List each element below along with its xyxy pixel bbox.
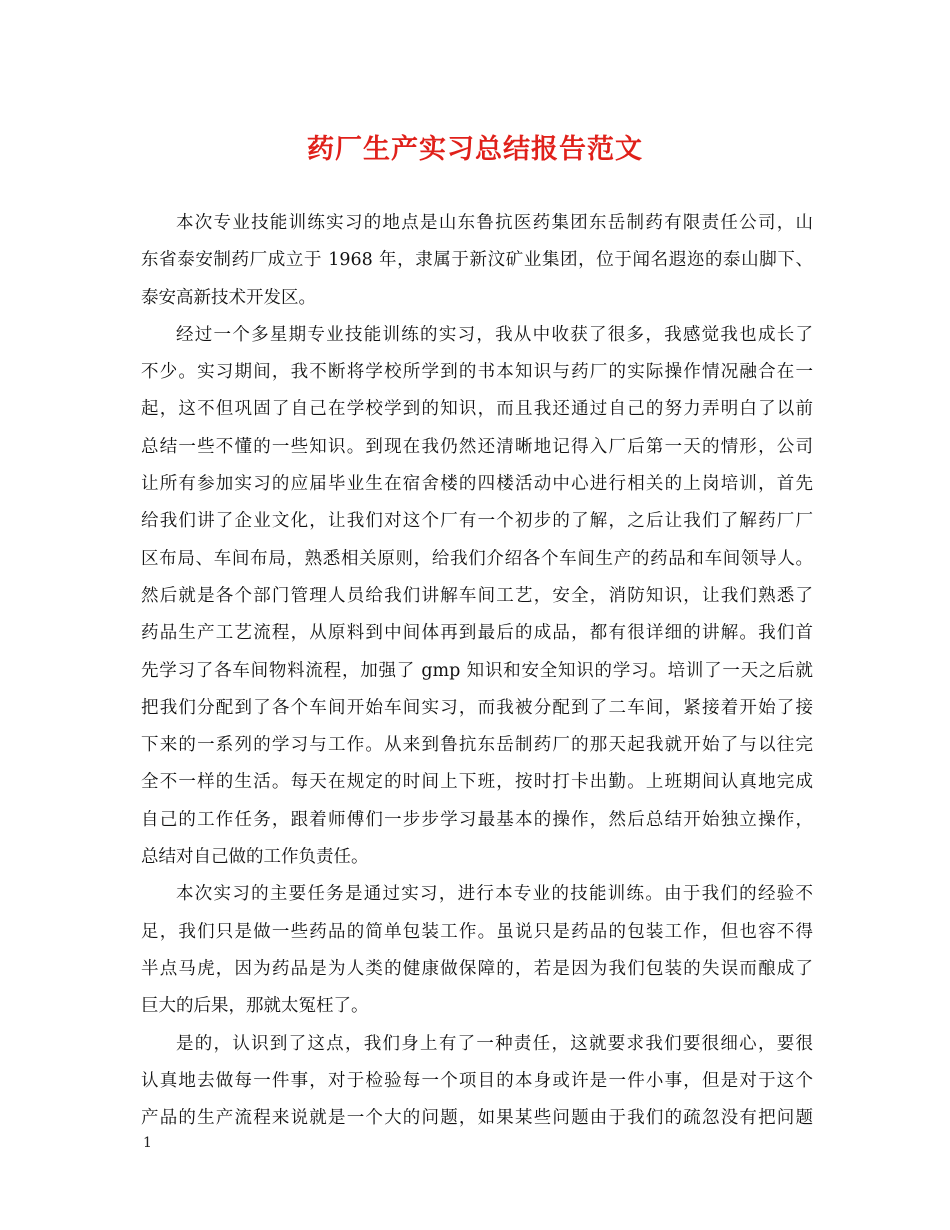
page-number: 1 (143, 1135, 152, 1151)
text-line: 先学习了各车间物料流程，加强了 gmp 知识和安全知识的学习。培训了一天之后就 (141, 660, 813, 681)
text-line: 半点马虎，因为药品是为人类的健康做保障的，若是因为我们包装的失误而酿成了 (141, 958, 813, 979)
text-line: 全不一样的生活。每天在规定的时间上下班，按时打卡出勤。上班期间认真地完成 (141, 772, 813, 793)
text-line: 总结一些不懂的一些知识。到现在我仍然还清晰地记得入厂后第一天的情形，公司 (141, 436, 813, 457)
text-line: 给我们讲了企业文化，让我们对这个厂有一个初步的了解，之后让我们了解药厂厂 (141, 511, 813, 532)
text-line: 泰安高新技术开发区。 (141, 287, 316, 308)
document-body (141, 205, 813, 1137)
text-line: 让所有参加实习的应届毕业生在宿舍楼的四楼活动中心进行相关的上岗培训，首先 (141, 474, 813, 495)
text-line: 药品生产工艺流程，从原料到中间体再到最后的成品，都有很详细的讲解。我们首 (141, 623, 813, 644)
text-line: 本次实习的主要任务是通过实习，进行本专业的技能训练。由于我们的经验不 (176, 884, 813, 905)
text-line: 把我们分配到了各个车间开始车间实习，而我被分配到了二车间，紧接着开始了接 (141, 697, 813, 718)
text-line: 总结对自己做的工作负责任。 (141, 847, 369, 868)
text-line: 产品的生产流程来说就是一个大的问题，如果某些问题由于我们的疏忽没有把问题 (141, 1108, 813, 1129)
text-line: 巨大的后果，那就太冤枉了。 (141, 996, 369, 1017)
text-line: 然后就是各个部门管理人员给我们讲解车间工艺，安全，消防知识，让我们熟悉了 (141, 585, 813, 606)
text-line: 本次专业技能训练实习的地点是山东鲁抗医药集团东岳制药有限责任公司，山 (176, 213, 813, 233)
text-line: 自己的工作任务，跟着师傅们一步步学习最基本的操作，然后总结开始独立操作， (141, 809, 813, 830)
text-line: 不少。实习期间，我不断将学校所学到的书本知识与药厂的实际操作情况融合在一 (141, 362, 813, 383)
text-line: 认真地去做每一件事，对于检验每一个项目的本身或许是一件小事，但是对于这个 (141, 1070, 813, 1091)
text-line: 起，这不但巩固了自己在学校学到的知识，而且我还通过自己的努力弄明白了以前 (141, 399, 813, 420)
text-line: 东省泰安制药厂成立于 1968 年，隶属于新汶矿业集团，位于闻名遐迩的泰山脚下、 (141, 250, 813, 271)
text-line: 足，我们只是做一些药品的简单包装工作。虽说只是药品的包装工作，但也容不得 (141, 921, 813, 942)
text-line: 经过一个多星期专业技能训练的实习，我从中收获了很多，我感觉我也成长了 (176, 324, 813, 345)
text-line: 是的，认识到了这点，我们身上有了一种责任，这就要求我们要很细心，要很 (176, 1033, 813, 1054)
document-title: 药厂生产实习总结报告范文 (307, 134, 643, 165)
text-line: 区布局、车间布局，熟悉相关原则，给我们介绍各个车间生产的药品和车间领导人。 (141, 548, 813, 569)
text-line: 下来的一系列的学习与工作。从来到鲁抗东岳制药厂的那天起我就开始了与以往完 (141, 735, 813, 756)
